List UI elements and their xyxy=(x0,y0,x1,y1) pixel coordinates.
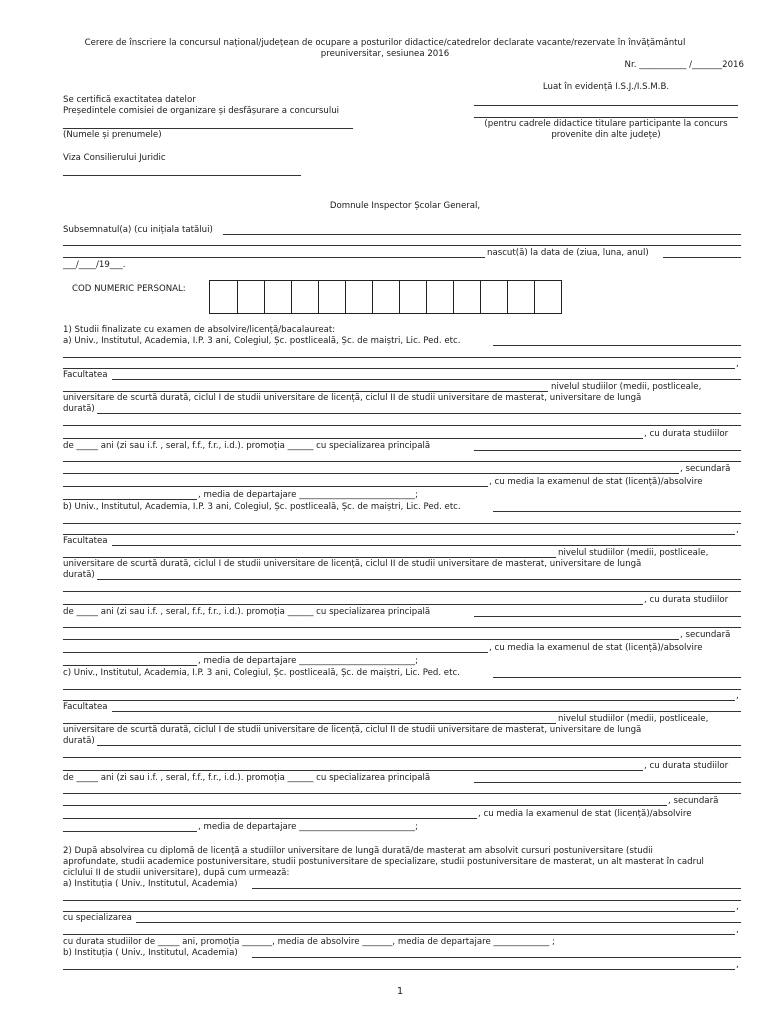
study-c-level-line-2[interactable] xyxy=(63,757,741,758)
postgrad-a-specialization-line-2[interactable] xyxy=(63,934,735,935)
study-b-level-line[interactable] xyxy=(97,579,741,580)
study-a-level-line-3[interactable] xyxy=(63,438,643,439)
study-a-faculty-label: Facultatea xyxy=(63,370,108,380)
study-a-institution-line[interactable] xyxy=(493,345,741,346)
study-c-institution-line-3[interactable] xyxy=(63,700,735,701)
postgrad-b-institution-label: b) Instituția ( Univ., Institutul, Academia) xyxy=(63,948,238,958)
postgrad-b-institution-line[interactable] xyxy=(252,957,741,958)
isj-registration-label: Luat în evidență I.S.J./I.S.M.B. xyxy=(542,82,670,92)
study-b-institution-line-3[interactable] xyxy=(63,534,735,535)
postgrad-a-institution-label: a) Instituția ( Univ., Institutul, Academia) xyxy=(63,879,238,889)
study-a-years-field[interactable]: de _____ ani (zi sau i.f. , seral, f.f., f.r., i.d.). promoția ______ cu specializarea principală xyxy=(63,441,431,451)
study-c-tiebreak-grade-field[interactable]: , media de departajare ___________________________; xyxy=(198,822,418,832)
study-c-exam-grade-line[interactable] xyxy=(63,818,477,819)
registration-number-field[interactable]: Nr. ___________ /_______2016 xyxy=(624,60,744,70)
birth-date-field[interactable]: ___/____/19___. xyxy=(63,260,126,270)
cnp-digit-cell[interactable] xyxy=(480,281,508,313)
birth-date-line[interactable] xyxy=(663,257,741,258)
comma: , xyxy=(736,691,739,701)
study-a-secondary-line[interactable] xyxy=(63,473,679,474)
study-c-level-cont: universitare de scurtă durată, ciclul I de studii universitare de licență, ciclul II de studii universitare de masterat, universitare de lungă xyxy=(63,725,642,735)
study-a-duration-label: , cu durata studiilor xyxy=(644,429,729,439)
study-b-specialization-line-2[interactable] xyxy=(63,627,741,628)
postgrad-a-specialization-label: cu specializarea xyxy=(63,913,132,923)
study-b-specialization-line[interactable] xyxy=(474,616,741,617)
name-caption: (Numele și prenumele) xyxy=(63,130,162,140)
study-c-specialization-line[interactable] xyxy=(474,782,741,783)
name-field-line-2[interactable] xyxy=(63,245,741,246)
section1-heading: 1) Studii finalizate cu examen de absolvire/licență/bacalaureat: xyxy=(63,325,336,335)
study-b-exam-grade-label: , cu media la examenul de stat (licență)/absolvire xyxy=(489,643,703,653)
name-field-line[interactable] xyxy=(223,234,741,235)
postgrad-a-institution-line[interactable] xyxy=(252,888,741,889)
study-b-institution-label: b) Univ., Institutul, Academia, I.P. 3 ani, Colegiul, Șc. postliceală, Șc. de maiștri, Lic. Ped. etc. xyxy=(63,502,461,512)
study-b-exam-grade-line[interactable] xyxy=(63,652,488,653)
birth-date-label: nascut(ă) la data de (ziua, luna, anul) xyxy=(487,248,649,258)
study-b-level-cont: universitare de scurtă durată, ciclul I de studii universitare de licență, ciclul II de studii universitare de masterat, universitare de lungă xyxy=(63,559,642,569)
study-b-secondary-line[interactable] xyxy=(63,639,679,640)
study-a-secondary-label: , secundară xyxy=(680,464,731,474)
section2-heading-line3: ciclului II de studii universitare), după cum urmează: xyxy=(63,868,290,878)
study-c-faculty-line[interactable] xyxy=(112,711,741,712)
study-b-level-label: nivelul studiilor (medii, postliceale, xyxy=(558,548,709,558)
cnp-digit-cell[interactable] xyxy=(372,281,400,313)
postgrad-a-institution-line-2[interactable] xyxy=(63,900,741,901)
study-b-level-line-3[interactable] xyxy=(63,604,643,605)
study-a-faculty-line-2[interactable] xyxy=(63,391,548,392)
study-a-level-cont: universitare de scurtă durată, ciclul I de studii universitare de licență, ciclul II de studii universitare de masterat, universitare de lungă xyxy=(63,393,642,403)
study-c-level-line-3[interactable] xyxy=(63,770,643,771)
study-b-duration-word: durată) xyxy=(63,570,95,580)
study-a-exam-grade-label: , cu media la examenul de stat (licență)/absolvire xyxy=(489,477,703,487)
study-a-faculty-line[interactable] xyxy=(112,379,741,380)
study-a-level-line-2[interactable] xyxy=(63,425,741,426)
section2-heading-line2: aprofundate, studii academice postuniversitare, studii postuniversitare de specializare, studii postuniversitare de masterat, un alt masterat în cadrul xyxy=(63,857,704,867)
cnp-digit-cell[interactable] xyxy=(399,281,427,313)
study-a-institution-label: a) Univ., Institutul, Academia, I.P. 3 ani, Colegiul, Șc. postliceală, Șc. de maiștri, Lic. Ped. etc. xyxy=(63,336,461,346)
study-c-exam-grade-label: , cu media la examenul de stat (licență)/absolvire xyxy=(478,809,692,819)
study-c-secondary-label: , secundară xyxy=(668,796,719,806)
study-b-faculty-line[interactable] xyxy=(112,545,741,546)
form-title-line2: preuniversitar, sesiunea 2016 xyxy=(320,49,450,59)
comma: , xyxy=(736,359,739,369)
cnp-digit-cell[interactable] xyxy=(507,281,535,313)
cnp-digit-cell[interactable] xyxy=(345,281,373,313)
study-b-years-field[interactable]: de _____ ani (zi sau i.f. , seral, f.f., f.r., i.d.). promoția ______ cu specializarea principală xyxy=(63,607,431,617)
study-b-level-line-2[interactable] xyxy=(63,591,741,592)
cnp-digit-cell[interactable] xyxy=(237,281,265,313)
postgrad-a-duration-field[interactable]: cu durata studiilor de _____ ani, promoția _______, media de absolvire _______, media de departajare _____________ ; xyxy=(63,937,555,947)
cnp-label: COD NUMERIC PERSONAL: xyxy=(72,284,186,294)
study-c-faculty-label: Facultatea xyxy=(63,702,108,712)
study-c-duration-word: durată) xyxy=(63,736,95,746)
study-a-tiebreak-grade-field[interactable]: , media de departajare ___________________________; xyxy=(198,490,418,500)
comma: , xyxy=(736,525,739,535)
study-b-institution-line[interactable] xyxy=(493,511,741,512)
cnp-digit-cell[interactable] xyxy=(453,281,481,313)
study-b-duration-label: , cu durata studiilor xyxy=(644,595,729,605)
study-c-specialization-line-2[interactable] xyxy=(63,793,741,794)
page-number: 1 xyxy=(396,986,404,997)
commission-president-label: Președintele comisiei de organizare și desfășurare a concursului xyxy=(63,106,340,116)
study-a-institution-line-3[interactable] xyxy=(63,368,735,369)
study-b-faculty-line-2[interactable] xyxy=(63,557,556,558)
study-a-level-label: nivelul studiilor (medii, postliceale, xyxy=(551,382,702,392)
cnp-digit-cell[interactable] xyxy=(318,281,346,313)
legal-advisor-label: Viza Consilierului Juridic xyxy=(63,153,166,163)
study-c-level-line[interactable] xyxy=(97,745,741,746)
subsemnatul-label: Subsemnatul(a) (cu inițiala tatălui) xyxy=(63,225,213,235)
study-c-faculty-line-2[interactable] xyxy=(63,723,556,724)
comma: , xyxy=(736,925,739,935)
study-c-years-field[interactable]: de _____ ani (zi sau i.f. , seral, f.f., f.r., i.d.). promoția ______ cu specializarea principală xyxy=(63,773,431,783)
cnp-digit-cell[interactable] xyxy=(264,281,292,313)
certify-label: Se certifică exactitatea datelor xyxy=(63,95,196,105)
study-b-institution-line-2[interactable] xyxy=(63,523,741,524)
postgrad-a-institution-line-3[interactable] xyxy=(63,911,735,912)
study-c-institution-line-2[interactable] xyxy=(63,689,741,690)
postgrad-a-specialization-line[interactable] xyxy=(136,922,741,923)
study-a-exam-grade-line[interactable] xyxy=(63,486,488,487)
isj-registration-line[interactable] xyxy=(474,105,738,106)
study-a-specialization-line[interactable] xyxy=(474,450,741,451)
birthplace-line[interactable] xyxy=(63,257,485,258)
cnp-digit-cell[interactable] xyxy=(291,281,319,313)
isj-note-line2: provenite din alte județe) xyxy=(551,130,661,140)
cnp-digit-cell[interactable] xyxy=(210,281,238,313)
cnp-digit-cell[interactable] xyxy=(426,281,454,313)
comma: , xyxy=(736,902,739,912)
study-a-duration-word: durată) xyxy=(63,404,95,414)
section2-heading-line1: 2) După absolvirea cu diplomă de licență a studiilor universitare de lungă durată/de masterat am absolvit cursuri postuniversitare (studii xyxy=(63,846,653,856)
study-c-level-label: nivelul studiilor (medii, postliceale, xyxy=(558,714,709,724)
greeting: Domnule Inspector Școlar General, xyxy=(329,201,481,211)
cnp-input-grid[interactable] xyxy=(209,280,562,314)
study-c-institution-line[interactable] xyxy=(493,677,741,678)
study-a-specialization-line-2[interactable] xyxy=(63,461,741,462)
study-c-exam-grade-field[interactable] xyxy=(63,831,197,832)
comma: , xyxy=(736,960,739,970)
study-a-exam-grade-field[interactable] xyxy=(63,499,197,500)
legal-advisor-line[interactable] xyxy=(63,175,301,176)
study-b-exam-grade-field[interactable] xyxy=(63,665,197,666)
study-b-tiebreak-grade-field[interactable]: , media de departajare ___________________________; xyxy=(198,656,418,666)
study-c-institution-label: c) Univ., Institutul, Academia, I.P. 3 ani, Colegiul, Șc. postliceală, Șc. de maiștri, Lic. Ped. etc. xyxy=(63,668,460,678)
president-name-line[interactable] xyxy=(63,128,353,129)
study-a-level-line[interactable] xyxy=(97,413,741,414)
isj-registration-line-2[interactable] xyxy=(474,117,738,118)
postgrad-b-institution-line-2[interactable] xyxy=(63,969,735,970)
form-title-line1: Cerere de înscriere la concursul național/județean de ocupare a posturilor didactice/catedrelor declarate vacante/rezervate în învățământul xyxy=(84,38,686,48)
study-c-secondary-line[interactable] xyxy=(63,805,667,806)
study-c-duration-label: , cu durata studiilor xyxy=(644,761,729,771)
isj-note-line1: (pentru cadrele didactice titulare participante la concurs xyxy=(484,119,728,129)
cnp-digit-cell[interactable] xyxy=(534,281,560,313)
study-a-institution-line-2[interactable] xyxy=(63,357,741,358)
study-b-secondary-label: , secundară xyxy=(680,630,731,640)
study-b-faculty-label: Facultatea xyxy=(63,536,108,546)
